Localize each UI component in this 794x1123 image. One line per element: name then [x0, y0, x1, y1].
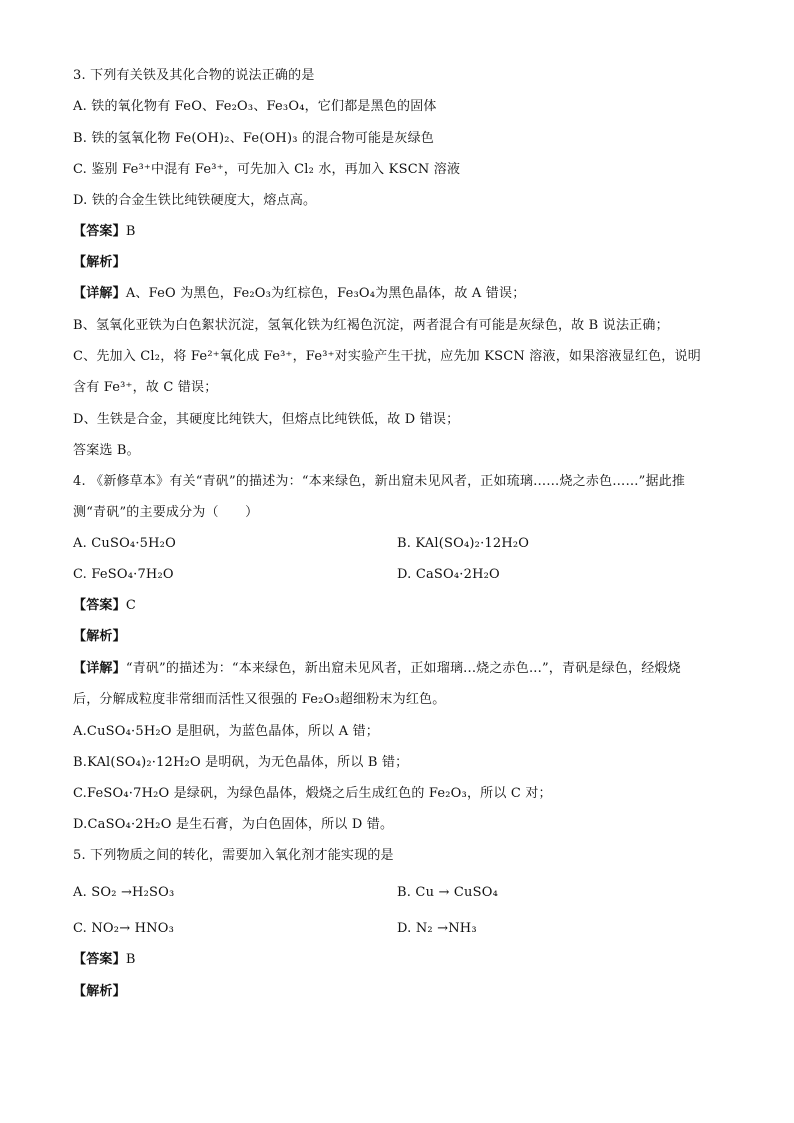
question-5-answer	[73, 951, 136, 969]
question-5-analysis-label: 【解析】	[73, 984, 126, 999]
answer-label: 【答案】	[73, 952, 126, 967]
answer-value: B	[125, 224, 136, 239]
question-4-stem: 4. 《新修草本》有关“青矾”的描述为：“本来绿色，新出窟未见风者，正如琉璃……烧之赤色……”据此推	[73, 474, 686, 489]
question-3-analysis-label: 【解析】	[73, 255, 126, 270]
question-3-detail-c-cont: 含有 Fe³⁺，故 C 错误；	[73, 380, 218, 395]
question-3-option-d: D. 铁的合金生铁比纯铁硬度大，熔点高。	[73, 193, 317, 208]
question-3-option-a: A. 铁的氧化物有 FeO、Fe₂O₃、Fe₃O₄，它们都是黑色的固体	[73, 99, 437, 114]
question-3-detail-c: C、先加入 Cl₂，将 Fe²⁺氧化成 Fe³⁺，Fe³⁺对实验产生干扰，应先加 KSCN 溶液，如果溶液显红色，说明	[73, 349, 701, 364]
question-5-option-d: D. N₂ →NH₃	[397, 921, 477, 936]
answer-label: 【答案】	[73, 598, 126, 613]
question-3-answer	[73, 223, 136, 241]
question-3-detail-a: 【详解】A、FeO 为黑色，Fe₂O₃为红棕色，Fe₃O₄为黑色晶体，故 A 错误；	[73, 286, 526, 301]
answer-label: 【答案】	[73, 224, 126, 239]
question-4-option-c: C. FeSO₄·7H₂O	[73, 567, 174, 582]
answer-value: C	[125, 598, 136, 613]
question-4-detail: 【详解】“青矾”的描述为：“本来绿色，新出窟未见风者，正如瑠璃...烧之赤色...”，青矾是绿色，经煅烧	[73, 661, 681, 676]
question-4-answer	[73, 597, 136, 615]
question-4-stem-cont: 测“青矾”的主要成分为（ ）	[73, 505, 259, 520]
question-3-detail-b: B、氢氧化亚铁为白色絮状沉淀，氢氧化铁为红褐色沉淀，两者混合有可能是灰绿色，故 B 说法正确；	[73, 318, 669, 333]
question-3-option-c: C. 鉴别 Fe³⁺中混有 Fe³⁺，可先加入 Cl₂ 水，再加入 KSCN 溶液	[73, 162, 461, 177]
detail-label: 【详解】	[73, 286, 126, 301]
question-4-analysis-label: 【解析】	[73, 629, 126, 644]
detail-label: 【详解】	[73, 661, 126, 676]
question-4-detail-c: C.FeSO₄·7H₂O 是绿矾，为绿色晶体，煅烧之后生成红色的 Fe₂O₃，所以 C 对；	[73, 786, 552, 801]
question-3-option-b: B. 铁的氢氧化物 Fe(OH)₂、Fe(OH)₃ 的混合物可能是灰绿色	[73, 131, 434, 146]
question-5-option-c: C. NO₂→ HNO₃	[73, 921, 174, 936]
question-4-detail-cont: 后，分解成粒度非常细而活性又很强的 Fe₂O₃超细粉末为红色。	[73, 692, 446, 707]
question-5-stem: 5. 下列物质之间的转化，需要加入氧化剂才能实现的是	[73, 848, 394, 863]
question-3-detail-d: D、生铁是合金，其硬度比纯铁大，但熔点比纯铁低，故 D 错误；	[73, 412, 460, 427]
question-4-detail-d: D.CaSO₄·2H₂O 是生石膏，为白色固体，所以 D 错。	[73, 817, 394, 832]
question-4-option-d: D. CaSO₄·2H₂O	[397, 567, 500, 582]
answer-value: B	[125, 952, 136, 967]
question-4-option-a: A. CuSO₄·5H₂O	[73, 536, 176, 551]
question-5-option-a: A. SO₂ →H₂SO₃	[73, 885, 175, 900]
question-4-detail-b: B.KAl(SO₄)₂·12H₂O 是明矾，为无色晶体，所以 B 错；	[73, 755, 409, 770]
question-4-option-b: B. KAl(SO₄)₂·12H₂O	[397, 536, 530, 551]
question-5-option-b: B. Cu → CuSO₄	[397, 885, 498, 900]
question-3-stem: 3. 下列有关铁及其化合物的说法正确的是	[73, 68, 315, 83]
question-3-conclusion: 答案选 B。	[73, 443, 140, 458]
question-4-detail-a: A.CuSO₄·5H₂O 是胆矾，为蓝色晶体，所以 A 错；	[73, 724, 380, 739]
